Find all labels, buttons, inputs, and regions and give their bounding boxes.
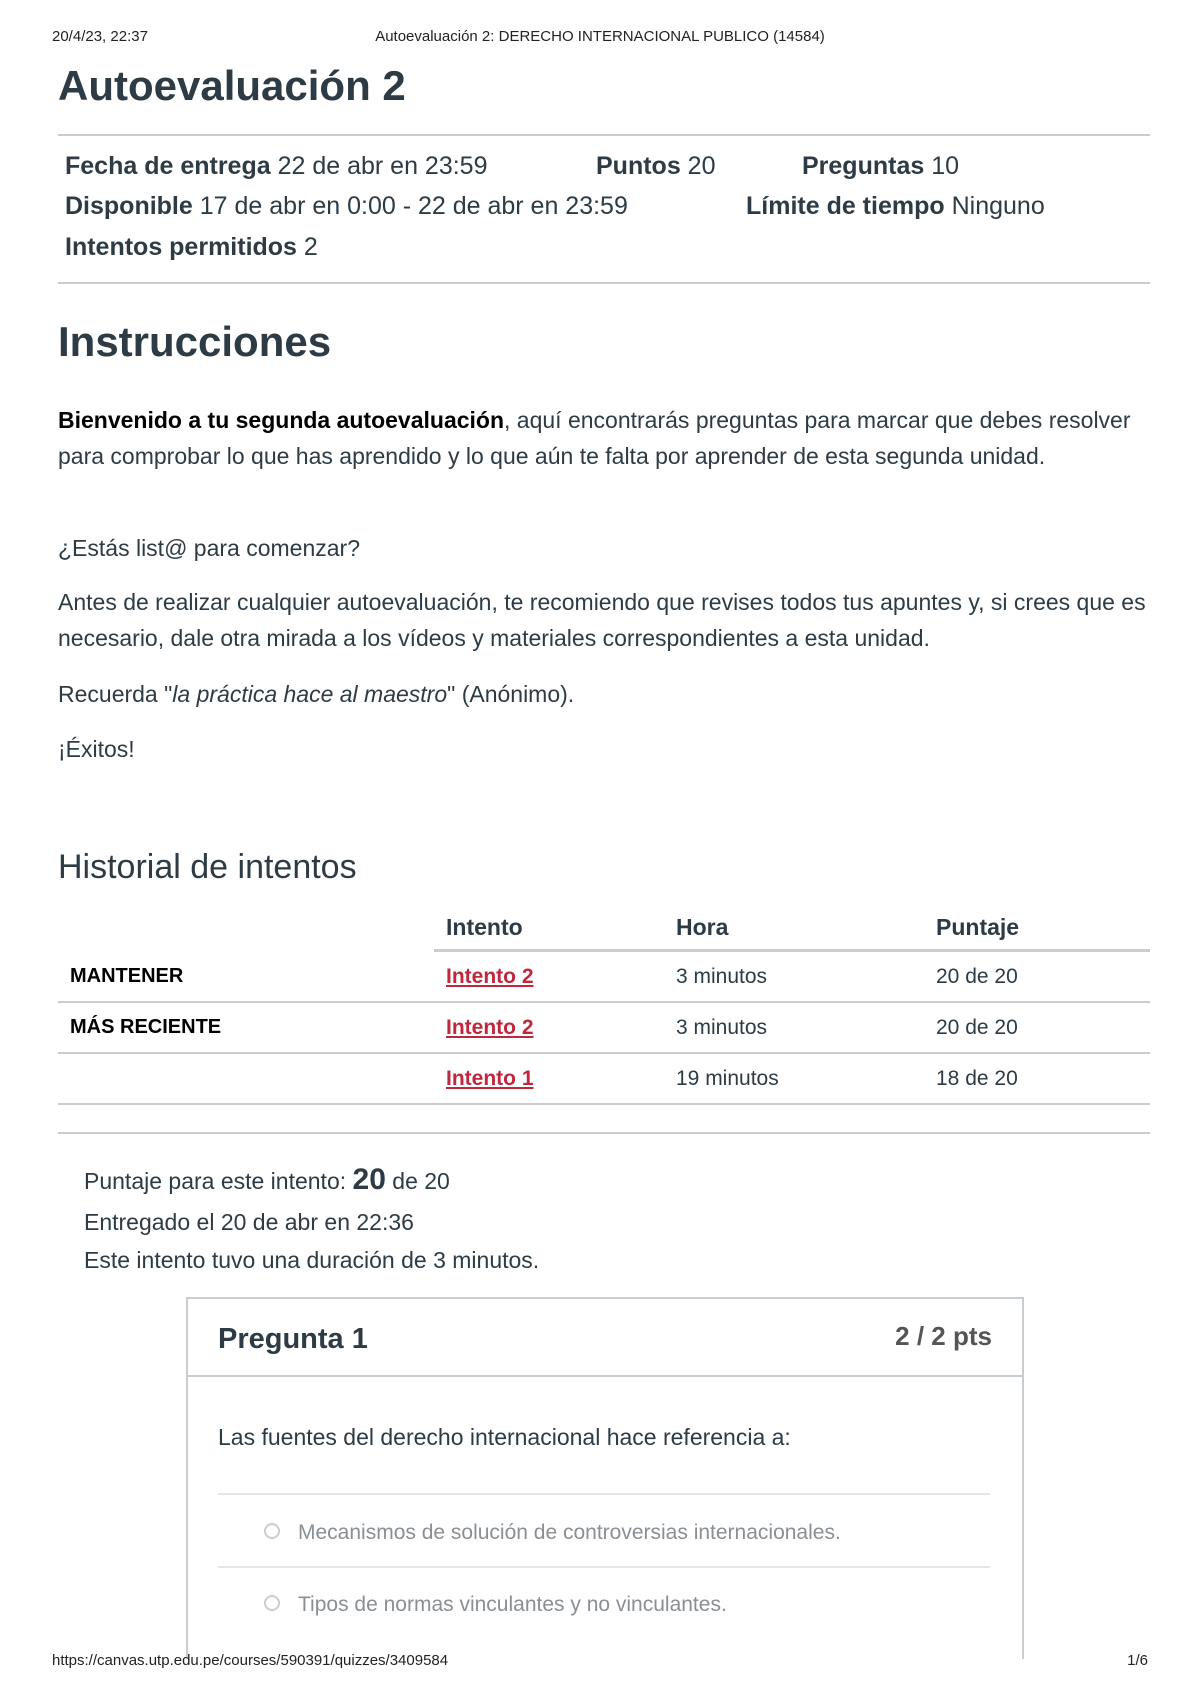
history-col-time: Hora	[676, 914, 729, 940]
instructions-title: Instrucciones	[58, 318, 332, 365]
history-row-score: 18 de 20	[936, 1067, 1018, 1090]
questions-value: 10	[931, 152, 960, 180]
table-row	[58, 1003, 1150, 1054]
history-title: Historial de intentos	[58, 848, 357, 886]
print-header	[0, 28, 1200, 48]
question-card	[186, 1297, 1024, 1659]
instructions-paragraph-1	[58, 402, 1148, 474]
time-limit-label: Límite de tiempo	[746, 192, 945, 220]
instructions-paragraph-4	[58, 676, 1148, 712]
history-row-label: MANTENER	[70, 965, 184, 987]
questions-count	[802, 152, 959, 181]
history-row-score: 20 de 20	[936, 965, 1018, 988]
answer-divider	[218, 1493, 990, 1495]
points	[596, 152, 715, 181]
attempt-score-suffix: de 20	[385, 1168, 450, 1194]
answer-option[interactable]	[264, 1593, 727, 1617]
answer-text: Mecanismos de solución de controversias internacionales.	[298, 1521, 841, 1544]
instructions-welcome-rest: , aquí encontrarás preguntas para marcar que debes resolver para comprobar lo que has aprendido y lo que aún te falta por aprender de esta segunda unidad.	[58, 407, 1131, 469]
due-date	[65, 152, 488, 181]
quote-prefix: Recuerda "	[58, 681, 173, 707]
available-label: Disponible	[65, 192, 193, 220]
divider-details	[58, 282, 1150, 284]
print-header-title: Autoevaluación 2: DERECHO INTERNACIONAL PUBLICO (14584)	[375, 28, 825, 45]
divider-top	[58, 134, 1150, 136]
history-row-time: 19 minutos	[676, 1067, 779, 1090]
attempt-link[interactable]: Intento 2	[446, 965, 534, 988]
print-header-datetime: 20/4/23, 22:37	[52, 28, 148, 45]
radio-icon[interactable]	[264, 1595, 280, 1611]
quote-suffix: " (Anónimo).	[447, 681, 575, 707]
question-text: Las fuentes del derecho internacional hace referencia a:	[218, 1424, 791, 1450]
instructions-paragraph-2: ¿Estás list@ para comenzar?	[58, 535, 361, 561]
answer-text: Tipos de normas vinculantes y no vinculantes.	[298, 1593, 727, 1616]
points-label: Puntos	[596, 152, 681, 180]
print-footer-url: https://canvas.utp.edu.pe/courses/590391/quizzes/3409584	[52, 1652, 449, 1669]
question-title: Pregunta 1	[218, 1323, 368, 1355]
available	[65, 192, 628, 221]
allowed-attempts-label: Intentos permitidos	[65, 233, 297, 261]
available-value: 17 de abr en 0:00 - 22 de abr en 23:59	[199, 192, 628, 220]
quote-italic: la práctica hace al maestro	[172, 681, 448, 707]
instructions-paragraph-5: ¡Éxitos!	[58, 736, 135, 762]
time-limit-value: Ninguno	[951, 192, 1045, 220]
attempt-score-prefix: Puntaje para este intento:	[84, 1168, 353, 1194]
attempt-score-value: 20	[352, 1163, 386, 1196]
radio-icon[interactable]	[264, 1523, 280, 1539]
time-limit	[746, 192, 1045, 221]
attempt-duration: Este intento tuvo una duración de 3 minutos.	[84, 1247, 540, 1273]
question-header	[188, 1299, 1022, 1377]
divider-history	[58, 1132, 1150, 1134]
points-value: 20	[687, 152, 716, 180]
table-row	[58, 952, 1150, 1003]
questions-label: Preguntas	[802, 152, 925, 180]
history-row-time: 3 minutos	[676, 965, 768, 988]
instructions-welcome-bold: Bienvenido a tu segunda autoevaluación	[58, 407, 505, 433]
answer-option[interactable]	[264, 1521, 841, 1545]
allowed-attempts-value: 2	[303, 233, 318, 261]
due-date-label: Fecha de entrega	[65, 152, 271, 180]
instructions-paragraph-3: Antes de realizar cualquier autoevaluación, te recomiendo que revises todos tus apuntes y, si crees que es necesario, dale otra mirada a los vídeos y materiales correspondientes a esta unidad.	[58, 589, 1146, 651]
attempt-link[interactable]: Intento 1	[446, 1067, 534, 1090]
print-footer-page: 1/6	[1127, 1652, 1148, 1669]
history-row-label: MÁS RECIENTE	[70, 1016, 222, 1038]
due-date-value: 22 de abr en 23:59	[277, 152, 488, 180]
history-col-score: Puntaje	[936, 914, 1020, 940]
question-points: 2 / 2 pts	[895, 1321, 992, 1351]
attempt-submitted: Entregado el 20 de abr en 22:36	[84, 1209, 414, 1235]
attempt-score	[84, 1163, 450, 1197]
allowed-attempts	[65, 233, 318, 262]
page-title: Autoevaluación 2	[58, 62, 406, 109]
answer-divider	[218, 1566, 990, 1568]
history-table	[58, 912, 1150, 1105]
history-row-score: 20 de 20	[936, 1016, 1018, 1039]
attempt-link[interactable]: Intento 2	[446, 1016, 534, 1039]
table-row	[58, 1054, 1150, 1105]
history-col-attempt: Intento	[446, 914, 523, 940]
history-row-time: 3 minutos	[676, 1016, 768, 1039]
history-header-row	[58, 912, 1150, 952]
